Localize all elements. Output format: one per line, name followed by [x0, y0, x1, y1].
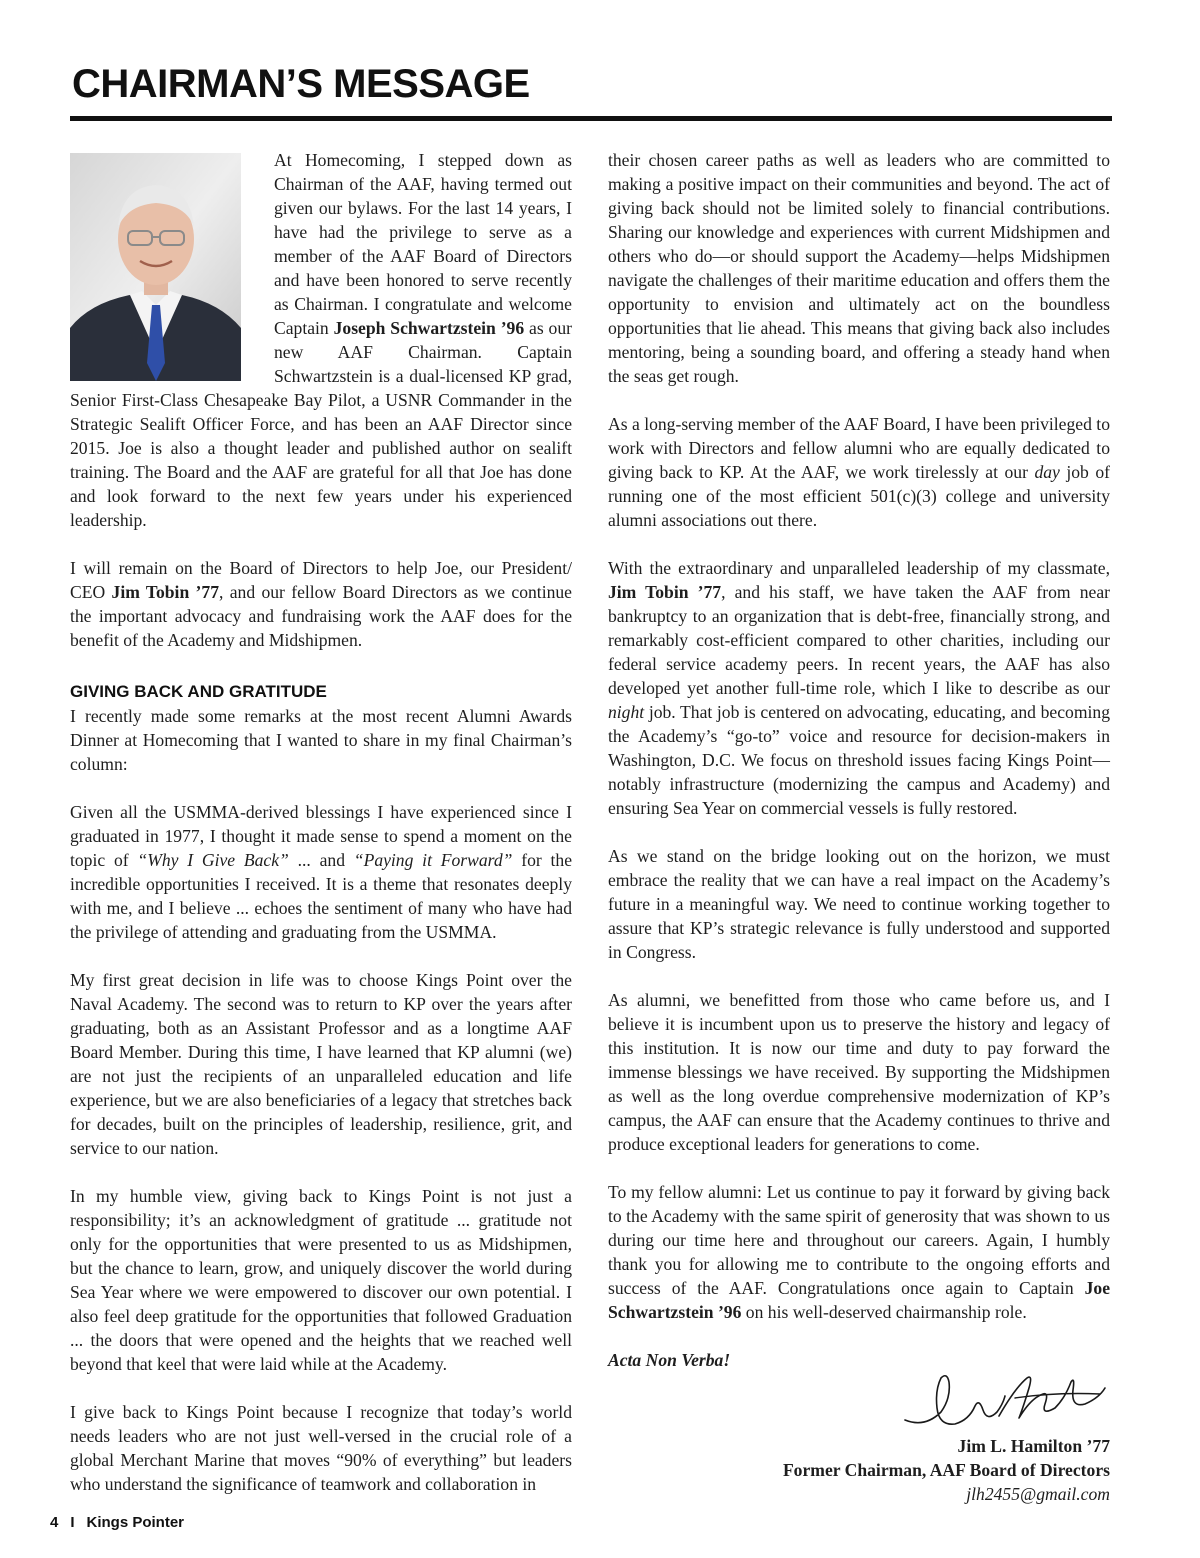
portrait-photo — [70, 153, 241, 381]
paragraph: I will remain on the Board of Directors to help Joe, our President/ CEO Jim Tobin ’77, and our fellow Board Directors as we continue the important advocacy and fundraising work the AAF does for the benefit of the Academy and Midshipmen. — [70, 558, 572, 650]
paragraph: their chosen career paths as well as leaders who are committed to making a positive impact on their communities and beyond. The act of giving back should not be limited solely to financial contributions. Sharing our knowledge and experiences with current Midshipmen and others who do—or should support the Academy—helps Midshipmen navigate the challenges of their maritime education and offers them the opportunity to envision and ultimately act on the boundless opportunities that lie ahead. This means that giving back also includes mentoring, being a sounding board, and offering a steady hand when the seas get rough. — [608, 150, 1110, 386]
paragraph: In my humble view, giving back to Kings Point is not just a responsibility; it’s an acknowledgment of gratitude ... gratitude not only for the opportunities that were presented to us as Midshipmen, but the chance to learn, grow, and uniquely discover the world during Sea Year where we were empowered to discover our own potential. I also feel deep gratitude for the opportunities that followed Graduation ... the doors that were opened and the heights that we reached well beyond that keel that were laid while at the Academy. — [70, 1186, 572, 1374]
paragraph: I give back to Kings Point because I recognize that today’s world needs leaders who are not just well-versed in the crucial role of a global Merchant Marine that moves “90% of everything” but leaders who understand the significance of teamwork and collaboration in — [70, 1402, 572, 1494]
signatory-email: jlh2455@gmail.com — [966, 1484, 1110, 1504]
paragraph: As a long-serving member of the AAF Board, I have been privileged to work with Directors and fellow alumni who are equally dedicated to giving back to KP. At the AAF, we work tirelessly at our day job of running one of the most efficient 501(c)(3) college and university alumni associations out there. — [608, 414, 1110, 530]
page-title: CHAIRMAN’S MESSAGE — [72, 62, 530, 106]
paragraph: At Homecoming, I stepped down as Chairman of the AAF, having termed out given our bylaws. For the last 14 years, I have had the privilege to serve as a member of the AAF Board of Directors and have been honored to serve recently as Chairman. I congratulate and welcome Captain Joseph Schwartzstein ’96 as our new AAF Chairman. Captain Schwartzstein is a dual-licensed KP grad, Senior First-Class Chesapeake Bay Pilot, a USNR Commander in the Strategic Sealift Officer Force, and has been an AAF Director since 2015. Joe is also a thought leader and published author on sealift training. The Board and the AAF are grateful for all that Joe has done and look forward to the next few years under his experienced leadership. — [70, 150, 572, 530]
page-footer — [50, 1514, 184, 1531]
signatory-title: Former Chairman, AAF Board of Directors — [782, 1460, 1110, 1480]
right-column — [608, 148, 1110, 1512]
signatory-name: Jim L. Hamilton ’77 — [957, 1436, 1110, 1456]
footer-separator: I — [70, 1514, 75, 1531]
paragraph: As alumni, we benefitted from those who came before us, and I believe it is incumbent upon us to preserve the history and legacy of this institution. It is now our time and duty to pay forward the immense blessings we have received. By supporting the Midshipmen as well as the long overdue comprehensive modernization of KP’s campus, the AAF can ensure that the Academy continues to thrive and produce exceptional leaders for generations to come. — [608, 990, 1110, 1154]
title-rule — [70, 116, 1112, 121]
paragraph: I recently made some remarks at the most recent Alumni Awards Dinner at Homecoming that I wanted to share in my final Chairman’s column: — [70, 706, 572, 774]
page-number: 4 — [50, 1514, 59, 1531]
left-column — [70, 148, 572, 1520]
paragraph: To my fellow alumni: Let us continue to pay it forward by giving back to the Academy with the same spirit of generosity that was shown to us during our time here and throughout our careers. Again, I humbly thank you for allowing me to contribute to the ongoing efforts and success of the AAF. Congratulations once again to Captain Joe Schwartzstein ’96 on his well-deserved chairmanship role. — [608, 1182, 1110, 1322]
signature-icon — [895, 1368, 1110, 1438]
publication-name: Kings Pointer — [86, 1514, 185, 1531]
paragraph: Given all the USMMA-derived blessings I have experienced since I graduated in 1977, I thought it made sense to spend a moment on the topic of “Why I Give Back” ... and “Paying it Forward” for the incredible opportunities I received. It is a theme that resonates deeply with me, and I believe ... echoes the sentiment of many who have had the privilege of attending and graduating from the USMMA. — [70, 802, 573, 942]
paragraph: As we stand on the bridge looking out on the horizon, we must embrace the reality that we can have a real impact on the Academy’s future in a meaningful way. We need to continue working together to assure that KP’s strategic relevance is fully understood and supported in Congress. — [608, 846, 1110, 962]
paragraph: My first great decision in life was to choose Kings Point over the Naval Academy. The second was to return to KP over the years after graduating, both as an Assistant Professor and as a longtime AAF Board Member. During this time, I have learned that KP alumni (we) are not just the recipients of an unparalleled education and life experience, but we are also beneficiaries of a legacy that stretches back for decades, built on the principles of leadership, resilience, grit, and service to our nation. — [70, 970, 572, 1158]
section-heading: GIVING BACK AND GRATITUDE — [70, 682, 327, 701]
paragraph: With the extraordinary and unparalleled leadership of my classmate, Jim Tobin ’77, and his staff, we have taken the AAF from near bankruptcy to an organization that is debt-free, financially strong, and remarkably cost-efficient compared to other charities, including our federal service academy peers. In recent years, the AAF has also developed yet another full-time role, which I like to describe as our night job. That job is centered on advocating, educating, and becoming the Academy’s “go-to” voice and resource for decision-makers in Washington, D.C. We focus on threshold issues facing Kings Point—notably infrastructure (modernizing the campus and Academy) and ensuring Sea Year on commercial vessels is fully restored. — [608, 558, 1110, 818]
signature-block — [608, 1392, 1110, 1512]
motto: Acta Non Verba! — [608, 1350, 731, 1370]
